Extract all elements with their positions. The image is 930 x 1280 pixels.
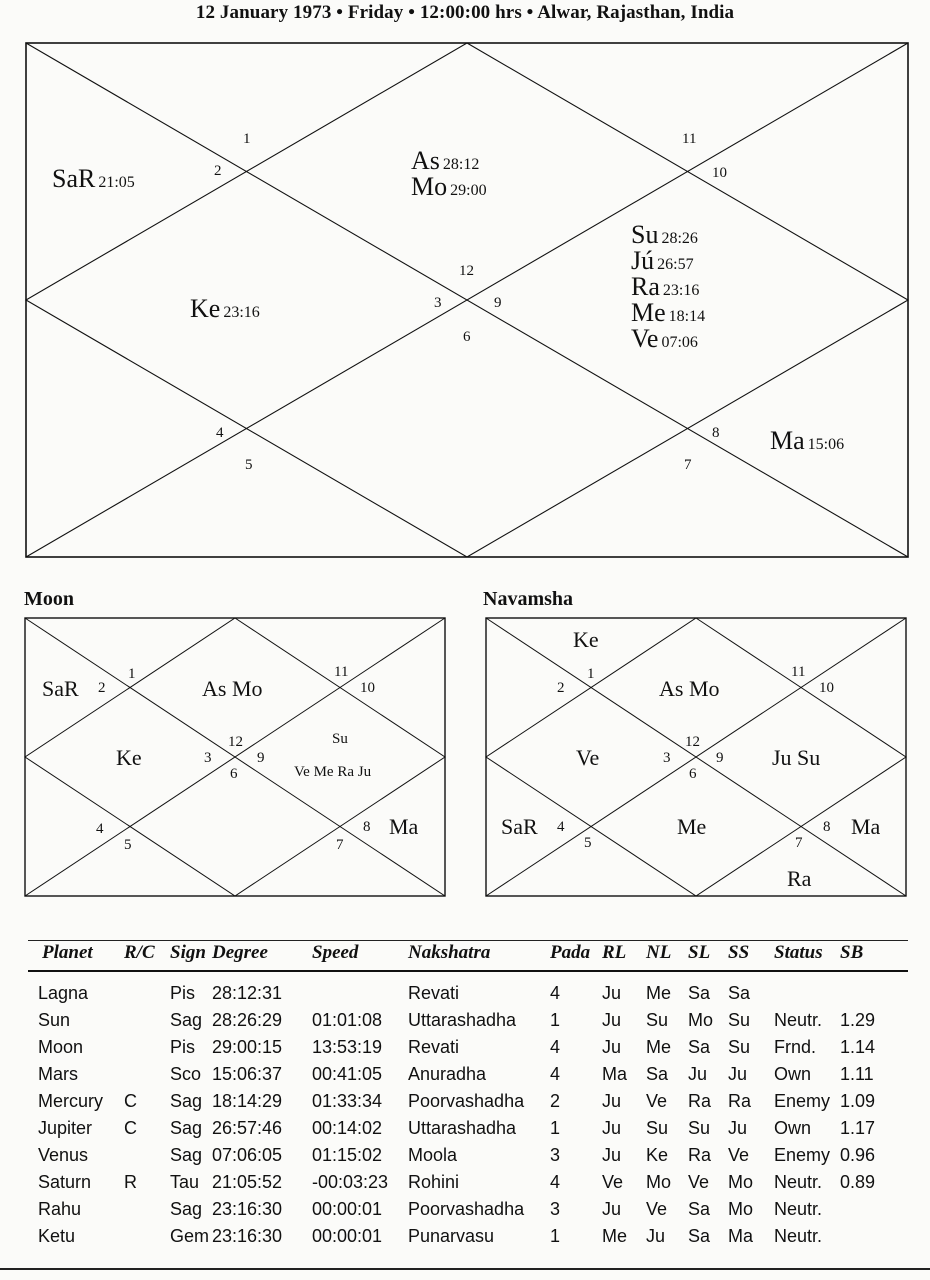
cell-speed: 01:15:02 <box>312 1145 383 1165</box>
moon-house-number-7: 7 <box>336 837 344 853</box>
house-number-3: 3 <box>434 295 442 311</box>
cell-planet: Lagna <box>38 983 89 1003</box>
cell-sign: Sag <box>170 1091 203 1111</box>
moon-chart-title: Moon <box>24 588 74 610</box>
navamsha-house-number-9: 9 <box>716 750 724 766</box>
moon-house-number-12: 12 <box>228 734 243 750</box>
cell-ss: Ve <box>728 1145 750 1165</box>
cell-sb: 1.14 <box>840 1037 876 1057</box>
cell-nl: Ju <box>646 1226 666 1246</box>
cell-ss: Mo <box>728 1172 754 1192</box>
cell-nakshatra: Punarvasu <box>408 1226 495 1246</box>
house-number-1: 1 <box>243 131 251 147</box>
cell-rc <box>124 1223 170 1250</box>
cell-ss: Ju <box>728 1064 748 1084</box>
cell-nl: Me <box>646 983 672 1003</box>
cell-planet: Sun <box>38 1010 71 1030</box>
cell-nl: Mo <box>646 1172 672 1192</box>
cell-ss: Ra <box>728 1091 752 1111</box>
cell-degree: 28:26:29 <box>212 1010 283 1030</box>
cell-rl: Ju <box>602 1091 622 1111</box>
cell-rl: Ju <box>602 1199 622 1219</box>
house-number-10: 10 <box>712 165 727 181</box>
cell-speed: 01:33:34 <box>312 1091 383 1111</box>
planet-saturn-rasi: SaR 21:05 <box>52 164 135 193</box>
cell-sl: Sa <box>688 1226 711 1246</box>
house-number-4: 4 <box>216 425 224 441</box>
cell-rc <box>124 1142 170 1169</box>
cell-nl: Ve <box>646 1199 668 1219</box>
cell-sl: Ra <box>688 1091 712 1111</box>
cell-rl: Ju <box>602 1037 622 1057</box>
cell-nakshatra: Uttarashadha <box>408 1010 517 1030</box>
navamsha-house-number-3: 3 <box>663 750 671 766</box>
moon-house-1-planets: As Mo <box>202 676 263 701</box>
cell-degree: 07:06:05 <box>212 1145 283 1165</box>
table-row <box>28 1223 908 1250</box>
moon-house-number-9: 9 <box>257 750 265 766</box>
cell-degree: 23:16:30 <box>212 1226 283 1246</box>
house-number-12: 12 <box>459 263 474 279</box>
cell-speed <box>312 971 408 1007</box>
planet-ketu-rasi: Ke 23:16 <box>190 294 260 323</box>
col-header-rl: RL <box>602 938 646 971</box>
cell-degree: 26:57:46 <box>212 1118 283 1138</box>
cell-nl: Su <box>646 1010 669 1030</box>
cell-ss: Su <box>728 1037 751 1057</box>
cell-sb: 0.89 <box>840 1172 876 1192</box>
cell-speed: 13:53:19 <box>312 1037 383 1057</box>
cell-speed: 00:41:05 <box>312 1064 383 1084</box>
cell-sl: Sa <box>688 1199 711 1219</box>
moon-chart <box>24 617 446 897</box>
cell-speed: 00:00:01 <box>312 1226 383 1246</box>
table-row <box>28 1196 908 1223</box>
house-number-8: 8 <box>712 425 720 441</box>
table-row <box>28 1169 908 1196</box>
cell-sb <box>840 971 908 1007</box>
cell-nl: Su <box>646 1118 669 1138</box>
planet-mars-rasi: Ma 15:06 <box>770 426 845 455</box>
cell-planet: Venus <box>38 1145 89 1165</box>
cell-nakshatra: Anuradha <box>408 1064 487 1084</box>
rasi-chart <box>25 42 909 558</box>
navamsha-house-number-2: 2 <box>557 680 565 696</box>
navamsha-house-7-planets: Ra <box>787 866 812 891</box>
house-number-6: 6 <box>463 329 471 345</box>
navamsha-chart <box>485 617 907 897</box>
table-row <box>28 1034 908 1061</box>
cell-speed: -00:03:23 <box>312 1172 389 1192</box>
house-number-2: 2 <box>214 163 222 179</box>
col-header-pada: Pada <box>550 938 602 971</box>
cell-pada: 2 <box>550 1091 561 1111</box>
cell-ss: Su <box>728 1010 751 1030</box>
cell-sb: 1.11 <box>840 1064 874 1084</box>
navamsha-house-number-5: 5 <box>584 835 592 851</box>
cell-sl: Ra <box>688 1145 712 1165</box>
cell-rc: C <box>124 1118 137 1138</box>
cell-sl: Mo <box>688 1010 714 1030</box>
cell-nakshatra: Poorvashadha <box>408 1199 525 1219</box>
cell-nl: Sa <box>646 1064 669 1084</box>
navamsha-house-3-planets: Ve <box>576 745 600 770</box>
moon-house-8-planets: Ma <box>389 814 419 839</box>
moon-house-number-10: 10 <box>360 680 375 696</box>
cell-status: Neutr. <box>774 1172 823 1192</box>
cell-nakshatra: Rohini <box>408 1172 460 1192</box>
moon-house-number-4: 4 <box>96 821 104 837</box>
cell-nakshatra: Revati <box>408 983 460 1003</box>
cell-status: Enemy <box>774 1091 831 1111</box>
moon-house-9-planets-line2: Ve Me Ra Ju <box>294 764 372 780</box>
house-number-7: 7 <box>684 457 692 473</box>
navamsha-house-9-planets: Ju Su <box>772 745 821 770</box>
cell-status: Frnd. <box>774 1037 817 1057</box>
col-header-sl: SL <box>688 938 728 971</box>
cell-pada: 4 <box>550 1172 561 1192</box>
cell-rc: C <box>124 1091 137 1111</box>
cell-nl: Ke <box>646 1145 669 1165</box>
cell-rl: Me <box>602 1226 628 1246</box>
table-header-row <box>28 938 908 971</box>
navamsha-house-1-planets: As Mo <box>659 676 720 701</box>
page-bottom-rule <box>0 1268 930 1270</box>
planet-table-wrap <box>28 938 916 1250</box>
col-header-rc: R/C <box>124 938 170 971</box>
planet-venus-rasi: Ve 07:06 <box>631 324 698 353</box>
cell-sb <box>840 1196 908 1223</box>
cell-degree: 18:14:29 <box>212 1091 283 1111</box>
cell-pada: 3 <box>550 1145 561 1165</box>
cell-sign: Pis <box>170 983 196 1003</box>
house-1-planets <box>411 148 487 200</box>
cell-sl: Ve <box>688 1172 710 1192</box>
navamsha-house-number-8: 8 <box>823 819 831 835</box>
cell-nakshatra: Poorvashadha <box>408 1091 525 1111</box>
cell-rl: Ju <box>602 1118 622 1138</box>
cell-degree: 21:05:52 <box>212 1172 283 1192</box>
moon-house-2-planets: SaR <box>42 676 79 701</box>
cell-rc <box>124 971 170 1007</box>
cell-sign: Gem <box>170 1226 210 1246</box>
cell-pada: 4 <box>550 983 561 1003</box>
table-row <box>28 1061 908 1088</box>
cell-sl: Sa <box>688 983 711 1003</box>
cell-status: Neutr. <box>774 1226 823 1246</box>
navamsha-chart-title: Navamsha <box>483 588 574 610</box>
cell-sign: Sag <box>170 1199 203 1219</box>
cell-rc <box>124 1034 170 1061</box>
cell-nl: Ve <box>646 1091 668 1111</box>
cell-status: Own <box>774 1118 812 1138</box>
table-row <box>28 971 908 1007</box>
col-header-nl: NL <box>646 938 688 971</box>
moon-house-9-planets-line1: Su <box>332 731 348 747</box>
house-9-planets <box>631 222 705 352</box>
cell-degree: 28:12:31 <box>212 983 283 1003</box>
cell-status: Own <box>774 1064 812 1084</box>
cell-nakshatra: Revati <box>408 1037 460 1057</box>
cell-degree: 29:00:15 <box>212 1037 283 1057</box>
planet-jupiter-rasi: Jú 26:57 <box>631 246 694 275</box>
col-header-degree: Degree <box>212 938 312 971</box>
cell-status <box>774 971 840 1007</box>
cell-sign: Sag <box>170 1145 203 1165</box>
planet-sun-rasi: Su 28:26 <box>631 220 698 249</box>
cell-planet: Jupiter <box>38 1118 93 1138</box>
cell-rl: Ve <box>602 1172 624 1192</box>
cell-pada: 1 <box>550 1118 561 1138</box>
cell-rl: Ma <box>602 1064 628 1084</box>
cell-sign: Sco <box>170 1064 202 1084</box>
cell-sign: Pis <box>170 1037 196 1057</box>
cell-nakshatra: Uttarashadha <box>408 1118 517 1138</box>
navamsha-top-planets: Ke <box>573 627 599 652</box>
navamsha-house-number-6: 6 <box>689 766 697 782</box>
navamsha-house-number-12: 12 <box>685 734 700 750</box>
cell-sb: 1.09 <box>840 1091 876 1111</box>
cell-sb: 0.96 <box>840 1145 876 1165</box>
moon-chart-lines <box>24 617 446 897</box>
cell-ss: Ju <box>728 1118 748 1138</box>
planet-mercury-rasi: Me 18:14 <box>631 298 706 327</box>
cell-rc <box>124 1196 170 1223</box>
cell-sl: Su <box>688 1118 711 1138</box>
cell-pada: 4 <box>550 1064 561 1084</box>
navamsha-house-number-10: 10 <box>819 680 834 696</box>
cell-planet: Rahu <box>38 1199 82 1219</box>
cell-degree: 23:16:30 <box>212 1199 283 1219</box>
moon-house-number-6: 6 <box>230 766 238 782</box>
cell-sign: Sag <box>170 1118 203 1138</box>
house-number-9: 9 <box>494 295 502 311</box>
cell-rl: Ju <box>602 1145 622 1165</box>
col-header-planet: Planet <box>28 938 124 971</box>
moon-house-number-1: 1 <box>128 666 136 682</box>
cell-sl: Ju <box>688 1064 708 1084</box>
col-header-ss: SS <box>728 938 774 971</box>
cell-rc <box>124 1061 170 1088</box>
cell-planet: Mercury <box>38 1091 104 1111</box>
cell-ss: Ma <box>728 1226 754 1246</box>
cell-pada: 1 <box>550 1226 561 1246</box>
table-row <box>28 1142 908 1169</box>
navamsha-chart-lines <box>485 617 907 897</box>
navamsha-house-8-planets: Ma <box>851 814 881 839</box>
col-header-speed: Speed <box>312 938 408 971</box>
col-header-nakshatra: Nakshatra <box>408 938 550 971</box>
moon-house-number-8: 8 <box>363 819 371 835</box>
cell-speed: 00:00:01 <box>312 1199 383 1219</box>
cell-ss: Sa <box>728 983 751 1003</box>
planet-table <box>28 938 908 1250</box>
planet-moon-rasi: Mo 29:00 <box>411 172 487 201</box>
cell-planet: Mars <box>38 1064 78 1084</box>
cell-speed: 00:14:02 <box>312 1118 383 1138</box>
moon-house-number-11: 11 <box>334 664 349 680</box>
house-number-5: 5 <box>245 457 253 473</box>
cell-nl: Me <box>646 1037 672 1057</box>
navamsha-house-number-7: 7 <box>795 835 803 851</box>
cell-sl: Sa <box>688 1037 711 1057</box>
cell-pada: 3 <box>550 1199 561 1219</box>
navamsha-house-6-planets: Me <box>677 814 707 839</box>
table-row <box>28 1115 908 1142</box>
planet-ascendant-rasi: As 28:12 <box>411 146 480 175</box>
cell-planet: Saturn <box>38 1172 92 1192</box>
cell-pada: 1 <box>550 1010 561 1030</box>
cell-planet: Ketu <box>38 1226 76 1246</box>
moon-house-number-5: 5 <box>124 837 132 853</box>
navamsha-house-number-11: 11 <box>791 664 806 680</box>
table-row <box>28 1007 908 1034</box>
table-row <box>28 1088 908 1115</box>
col-header-sb: SB <box>840 938 908 971</box>
cell-rc: R <box>124 1172 137 1192</box>
cell-sb: 1.17 <box>840 1118 876 1138</box>
cell-rl: Ju <box>602 1010 622 1030</box>
planet-rahu-rasi: Ra 23:16 <box>631 272 700 301</box>
col-header-sign: Sign <box>170 938 212 971</box>
navamsha-house-number-1: 1 <box>587 666 595 682</box>
rasi-chart-lines <box>25 42 909 558</box>
cell-sign: Sag <box>170 1010 203 1030</box>
cell-degree: 15:06:37 <box>212 1064 283 1084</box>
chart-header: 12 January 1973 • Friday • 12:00:00 hrs • Alwar, Rajasthan, India <box>195 2 735 23</box>
navamsha-house-number-4: 4 <box>557 819 565 835</box>
house-number-11: 11 <box>682 131 697 147</box>
cell-speed: 01:01:08 <box>312 1010 383 1030</box>
cell-sb: 1.29 <box>840 1010 876 1030</box>
cell-sign: Tau <box>170 1172 200 1192</box>
cell-pada: 4 <box>550 1037 561 1057</box>
moon-house-number-3: 3 <box>204 750 212 766</box>
cell-status: Neutr. <box>774 1010 823 1030</box>
cell-status: Enemy <box>774 1145 831 1165</box>
cell-planet: Moon <box>38 1037 84 1057</box>
col-header-status: Status <box>774 938 840 971</box>
cell-ss: Mo <box>728 1199 754 1219</box>
navamsha-house-4-planets: SaR <box>501 814 538 839</box>
moon-house-3-planets: Ke <box>116 745 142 770</box>
cell-rc <box>124 1007 170 1034</box>
cell-sb <box>840 1223 908 1250</box>
cell-rl: Ju <box>602 983 622 1003</box>
cell-status: Neutr. <box>774 1199 823 1219</box>
moon-house-number-2: 2 <box>98 680 106 696</box>
cell-nakshatra: Moola <box>408 1145 458 1165</box>
